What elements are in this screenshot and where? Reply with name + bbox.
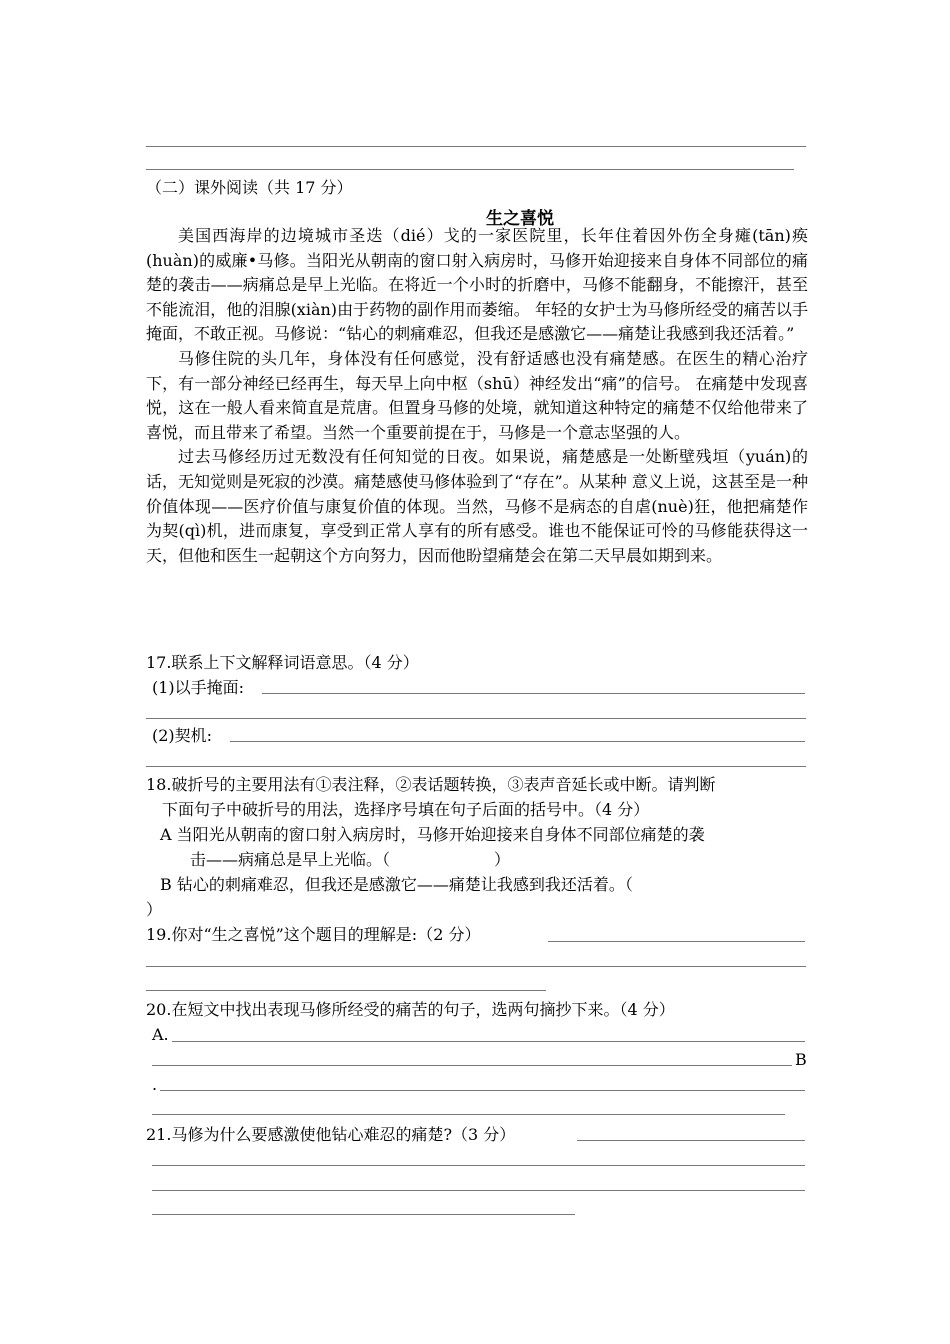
- question-19-stem: 19.你对“生之喜悦”这个题目的理解是:（2 分）: [146, 925, 481, 944]
- answer-line[interactable]: [146, 169, 794, 170]
- answer-line[interactable]: [146, 766, 806, 767]
- answer-line[interactable]: [172, 1041, 805, 1042]
- article-body: [146, 224, 808, 568]
- question-18-option-b: B 钻心的刺痛难忍，但我还是感激它——痛楚让我感到我还活着。（: [160, 875, 633, 894]
- answer-line[interactable]: [548, 941, 805, 942]
- question-18-option-a: A 当阳光从朝南的窗口射入病房时，马修开始迎接来自身体不同部位痛楚的袭: [160, 825, 705, 844]
- question-17-item-1: (1)以手掩面:: [152, 678, 245, 697]
- question-20-stem: 20.在短文中找出表现马修所经受的痛苦的句子，选两句摘抄下来。（4 分）: [146, 1000, 675, 1019]
- question-20-label-b: B: [795, 1050, 807, 1069]
- question-18-option-a-cont: [190, 847, 510, 872]
- question-20-label-b-dot: .: [152, 1075, 158, 1094]
- question-18-option-b-close: ）: [146, 900, 163, 919]
- question-17-item-2: (2)契机:: [152, 726, 213, 745]
- answer-line[interactable]: [146, 718, 806, 719]
- option-a-text: 击——病痛总是早上光临。（: [190, 850, 391, 869]
- question-21-stem: 21.马修为什么要感激使他钻心难忍的痛楚?（3 分）: [146, 1125, 516, 1144]
- answer-line[interactable]: [146, 966, 806, 967]
- answer-line[interactable]: [152, 1214, 575, 1215]
- answer-line[interactable]: [146, 146, 806, 147]
- answer-line[interactable]: [146, 990, 546, 991]
- answer-line[interactable]: [160, 1090, 805, 1091]
- option-a-close: ）: [494, 850, 511, 869]
- article-paragraph: 马修住院的头几年，身体没有任何感觉，没有舒适感也没有痛楚感。在医生的精心治疗下，有一部分神经已经再生，每天早上向中枢（shū）神经发出“痛”的信号。 在痛楚中发现喜悦，这在一般人看来简直是荒唐。但置身马修的处境，就知道这种特定的痛楚不仅给他带来了喜悦，而且带来了希望。当然一个重要前提在于，马修是一个意志坚强的人。: [146, 348, 808, 442]
- article-paragraph: 美国西海岸的边境城市圣迭（dié）戈的一家医院里，长年住着因外伤全身瘫(tān)痪(huàn)的威廉•马修。当阳光从朝南的窗口射入病房时，马修开始迎接来自身体不同部位的痛楚的袭击——病痛总是早上光临。在将近一个小时的折磨中，马修不能翻身，不能擦汗，甚至不能流泪，他的泪腺(xiàn)由于药物的副作用而萎缩。 年轻的女护士为马修所经受的痛苦以手掩面，不敢正视。马修说：“钻心的刺痛难忍，但我还是感激它——痛楚让我感到我还活着。”: [146, 226, 808, 344]
- question-20-label-a: A.: [152, 1025, 169, 1044]
- answer-line[interactable]: [152, 1165, 805, 1166]
- article-title: 生之喜悦: [486, 209, 554, 229]
- question-17-stem: 17.联系上下文解释词语意思。（4 分）: [146, 653, 419, 672]
- answer-line[interactable]: [152, 1065, 792, 1066]
- answer-line[interactable]: [152, 1114, 785, 1115]
- answer-line[interactable]: [152, 1190, 805, 1191]
- section-heading: （二）课外阅读（共 17 分）: [146, 178, 353, 197]
- article-paragraph: 过去马修经历过无数没有任何知觉的日夜。如果说，痛楚感是一处断壁残垣（yuán)的话，无知觉则是死寂的沙漠。痛楚感使马修体验到了“存在”。从某种 意义上说，这甚至是一种价值体现——医疗价值与康复价值的体现。当然，马修不是病态的自虐(nuè)狂，他把痛楚作为契(qì)机，进而康复，享受到正常人享有的所有感受。谁也不能保证可怜的马修能获得这一天，但他和医生一起朝这个方向努力，因而他盼望痛楚会在第二天早晨如期到来。: [146, 447, 808, 565]
- answer-line[interactable]: [577, 1140, 805, 1141]
- question-18-stem-line2: 下面句子中破折号的用法，选择序号填在句子后面的括号中。（4 分）: [162, 800, 650, 819]
- question-18-stem-line1: 18.破折号的主要用法有①表注释，②表话题转换，③表声音延长或中断。请判断: [146, 775, 716, 794]
- answer-line[interactable]: [230, 741, 805, 742]
- answer-line[interactable]: [262, 693, 805, 694]
